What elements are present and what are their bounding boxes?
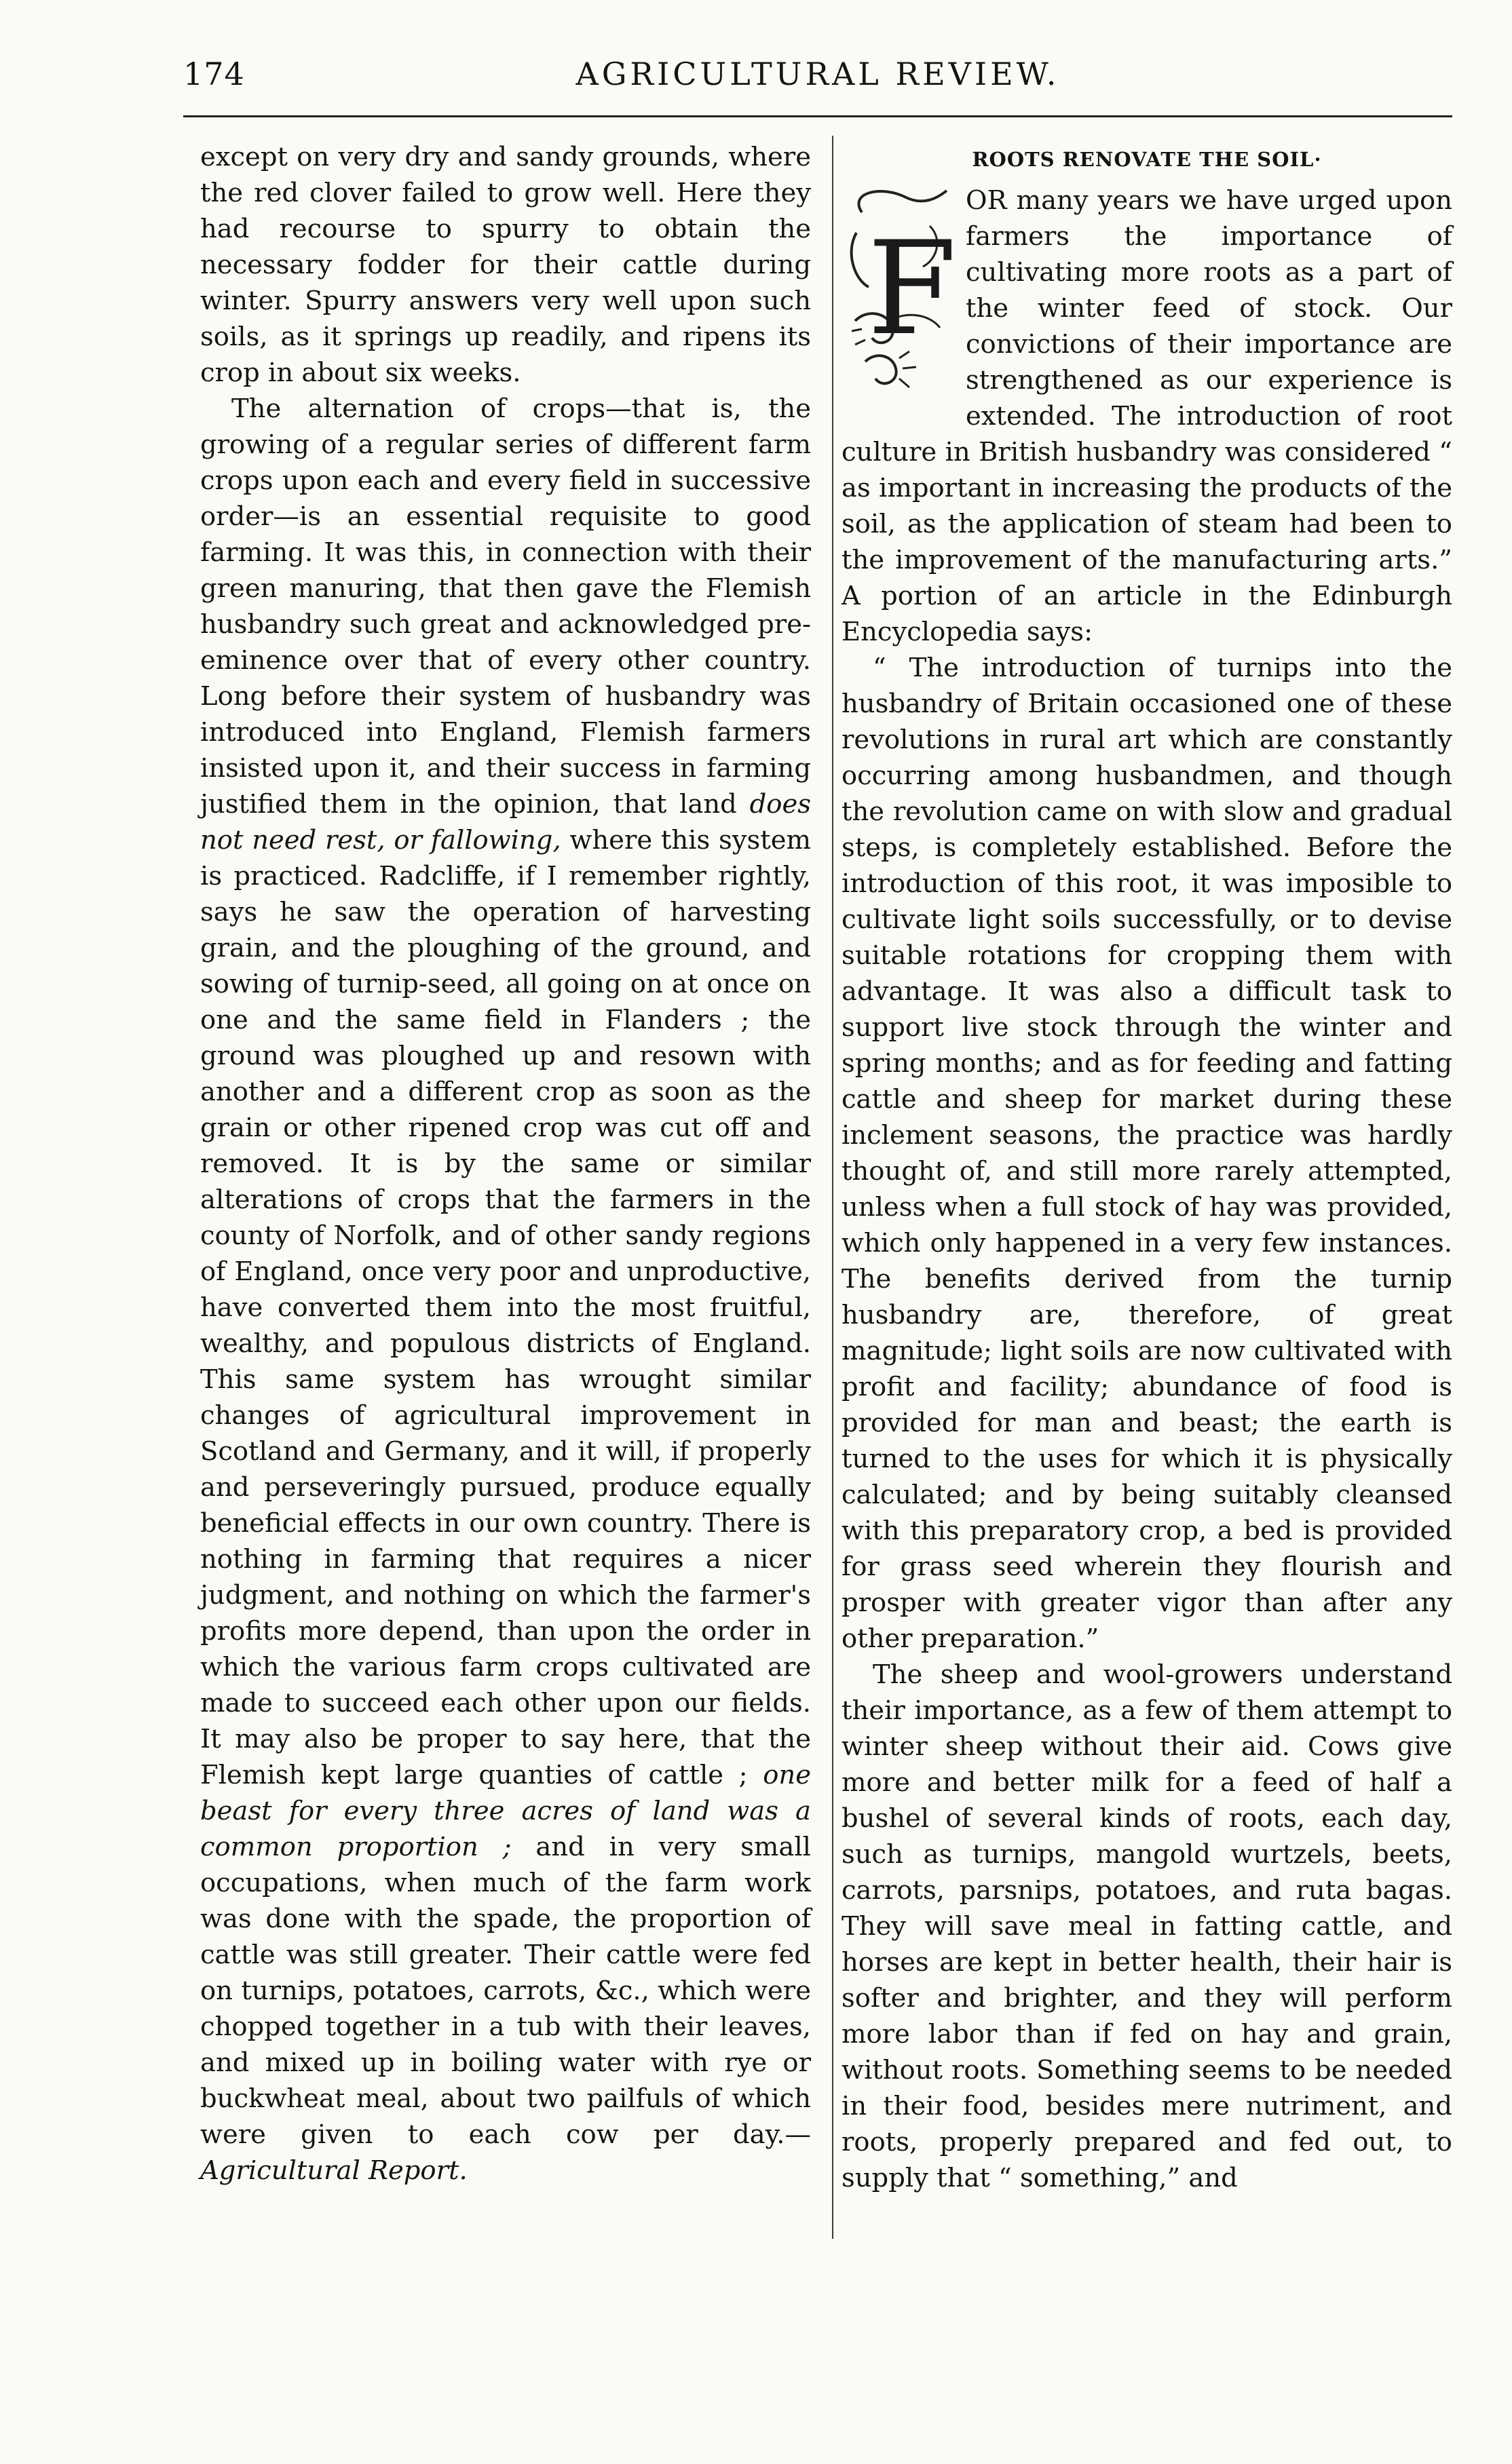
left-paragraph-2-italic-1: does not need rest, or fallowing,: [200, 789, 811, 855]
right-paragraph-3: The sheep and wool-growers understand their importance, as a few of them attempt to winter sheep without their aid. Cows give more and better milk for a feed of half a bushel of several kinds of roots, each day, such as turnips, mangold wurtzels, beets, carrots, parsnips, potatoes, and ruta bagas. They will save meal in fatting cattle, and horses are kept in better health, their hair is softer and brighter, and they will perform more labor than if fed on hay and grain, without roots. Something seems to be needed in their food, besides mere nutriment, and roots, properly prepared and fed out, to supply that “ something,” and: [842, 1659, 1452, 2193]
page-number: 174: [183, 56, 245, 92]
right-paragraph-1: [842, 182, 1452, 650]
left-paragraph-2-text-c: and in very small occupations, when much of the farm work was done with the spade, the proportion of cattle was still greater. Their cattle were fed on turnips, potatoes, carrots, &c., which were chopped together in a tub with their leaves, and mixed up in boiling water with rye or buckwheat meal, about two pailfuls of which were given to each cow per day.—: [200, 1832, 811, 2150]
ornamental-initial: [842, 185, 957, 406]
right-paragraph-1-text: OR many years we have urged upon farmers the importance of cultivating more roots as a part of the winter feed of stock. Our convictions of their importance are strengthened as our experience is extended. The introduction of root culture in British husbandry was considered “ as important in increasing the products of the soil, as the application of steam had been to the improvement of the manufacturing arts.” A portion of an article in the Edinburgh Encyclopedia says:: [842, 185, 1452, 647]
left-paragraph-2-text-b: where this system is practiced. Radcliffe, if I remember rightly, says he saw the operation of harvesting grain, and the ploughing of the ground, and sowing of turnip-seed, all going on at once on one and the same field in Flanders ; the ground was ploughed up and resown with another and a different crop as soon as the grain or other ripened crop was cut off and removed. It is by the same or similar alterations of crops that the farmers in the county of Norfolk, and of other sandy regions of England, once very poor and unproductive, have converted them into the most fruitful, wealthy, and populous districts of England. This same system has wrought similar changes of agricultural improvement in Scotland and Germany, and it will, if properly and perseveringly pursued, produce equally beneficial effects in our own country. There is nothing in farming that requires a nicer judgment, and nothing on which the farmer's profits more depend, than upon the order in which the various farm crops cultivated are made to succeed each other upon our fields. It may also be proper to say here, that the Flemish kept large quanties of cattle ;: [200, 825, 811, 1790]
column-divider: [832, 136, 833, 2239]
left-paragraph-2-text-a: The alternation of crops—that is, the growing of a regular series of different farm crops upon each and every field in successive order—is an essential requisite to good farming. It was this, in connection with their green manuring, that then gave the Flemish husbandry such great and acknowledged pre-eminence over that of every other country. Long before their system of husbandry was introduced into England, Flemish farmers insisted upon it, and their success in farming justified them in the opinion, that land: [200, 393, 811, 820]
header-rule: [183, 115, 1452, 117]
left-paragraph-1: except on very dry and sandy grounds, where the red clover failed to grow well. Here they had recourse to spurry to obtain the necessary fodder for their cattle during winter. Spurry answers very well upon such soils, as it springs up readily, and ripens its crop in about six weeks.: [200, 142, 811, 388]
page-header: [183, 56, 1452, 103]
right-paragraph-2: “ The introduction of turnips into the husbandry of Britain occasioned one of these revolutions in rural art which are constantly occurring among husbandmen, and though the revolution came on with slow and gradual steps, is completely established. Before the introduction of this root, it was imposible to cultivate light soils successfully, or to devise suitable rotations for cropping them with advantage. It was also a difficult task to support live stock through the winter and spring months; and as for feeding and fatting cattle and sheep for market during these inclement seasons, the practice was hardly thought of, and still more rarely attempted, unless when a full stock of hay was provided, which only happened in a very few instances. The benefits derived from the turnip husbandry are, therefore, of great magnitude; light soils are now cultivated with profit and facility; abundance of food is provided for man and beast; the earth is turned to the uses for which it is physically calculated; and by being suitably cleansed with this preparatory crop, a bed is provided for grass seed wherein they flourish and prosper with greater vigor than after any other preparation.”: [842, 653, 1452, 1654]
source-citation: Agricultural Report.: [200, 2155, 468, 2186]
left-column: [200, 139, 811, 2189]
left-paragraph-2-italic-2: one beast for every three acres of land was a common proportion ;: [200, 1760, 811, 1862]
right-column: [842, 139, 1452, 2196]
dropcap-letter: F: [867, 214, 957, 364]
left-paragraph-2: [200, 391, 811, 2189]
running-title: AGRICULTURAL REVIEW.: [575, 56, 1060, 92]
article-heading: ROOTS RENOVATE THE SOIL·: [972, 148, 1322, 171]
